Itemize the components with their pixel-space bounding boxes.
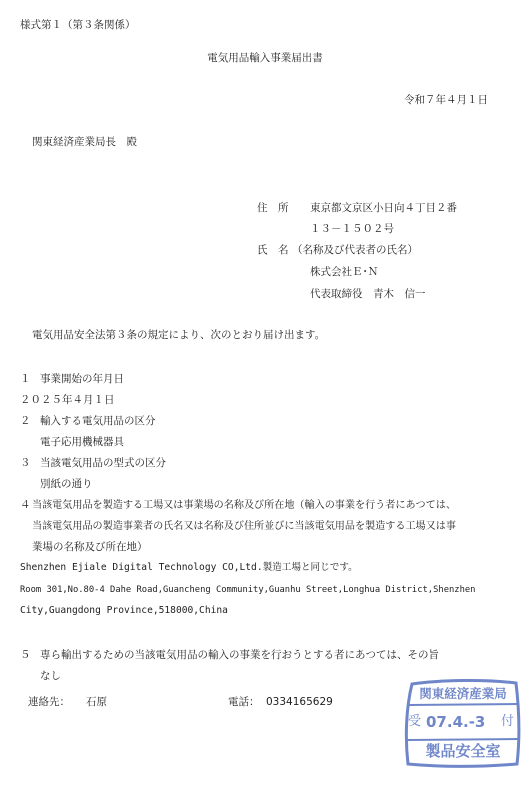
- stamp-office-name: 製品安全室: [425, 742, 501, 760]
- intro-statement: 電気用品安全法第３条の規定により、次のとおり届け出ます。: [32, 329, 326, 341]
- stamp-received-char: 受: [408, 714, 422, 729]
- factory-address-line-2: City,Guangdong Province,518000,China: [20, 605, 228, 616]
- name-note: （名称及び代表者の氏名）: [292, 244, 418, 256]
- form-label: 様式第１（第３条関係）: [20, 19, 136, 31]
- item-5-line-1: 専ら輸出するための当該電気用品の輸入の事業を行おうとする者にあつては、その旨: [40, 649, 439, 661]
- item-1-label: 事業開始の年月日: [40, 373, 124, 385]
- stamp-bureau-name: 関東経済産業局: [419, 686, 507, 701]
- company-name: 株式会社Ｅ･Ｎ: [310, 266, 379, 278]
- phone-number: 0334165629: [266, 696, 333, 708]
- name-label: 氏 名: [257, 244, 289, 256]
- item-2-number: ２: [20, 415, 31, 427]
- item-3-value: 別紙の通り: [40, 478, 93, 490]
- address-line-2: １３－１５０２号: [310, 223, 394, 235]
- representative-name: 代表取締役 青木 信一: [310, 288, 426, 300]
- stamp-accept-char: 付: [501, 714, 515, 729]
- addressee: 関東経済産業局長 殿: [32, 136, 137, 148]
- item-4-line-3: 業場の名称及び所在地）: [32, 541, 148, 553]
- document-title: 電気用品輸入事業届出書: [207, 52, 323, 64]
- submission-date: 令和７年４月１日: [404, 94, 488, 106]
- item-3-number: ３: [20, 457, 31, 469]
- address-label: 住 所: [257, 202, 289, 214]
- stamp-date: 07.4.-3: [426, 713, 486, 731]
- phone-label: 電話：: [228, 696, 260, 708]
- item-1-number: １: [20, 373, 31, 385]
- factory-name: Shenzhen Ejiale Digital Technology CO,Ltd.製造工場と同じです。: [20, 562, 358, 573]
- item-2-value: 電子応用機械器具: [40, 436, 124, 448]
- item-1-value: ２０２５年４月１日: [20, 394, 115, 406]
- item-3-label: 当該電気用品の型式の区分: [40, 457, 166, 469]
- factory-address-line-1: Room 301,No.80-4 Dahe Road,Guancheng Community,Guanhu Street,Longhua District,Shenzhen: [20, 585, 476, 595]
- address-line-1: 東京都文京区小日向４丁目２番: [310, 202, 457, 214]
- contact-name: 石原: [86, 696, 107, 708]
- item-2-label: 輸入する電気用品の区分: [40, 415, 156, 427]
- receipt-stamp: [400, 678, 522, 768]
- contact-label: 連絡先：: [28, 696, 70, 708]
- item-4-line-2: 当該電気用品の製造事業者の氏名又は名称及び住所並びに当該電気用品を製造する工場又は事: [32, 521, 456, 532]
- item-5-value: なし: [40, 670, 61, 682]
- item-4-line-1: 当該電気用品を製造する工場又は事業場の名称及び所在地（輸入の事業を行う者にあつては、: [32, 500, 456, 511]
- item-5-number: ５: [20, 649, 31, 661]
- item-4-number: ４: [20, 499, 31, 511]
